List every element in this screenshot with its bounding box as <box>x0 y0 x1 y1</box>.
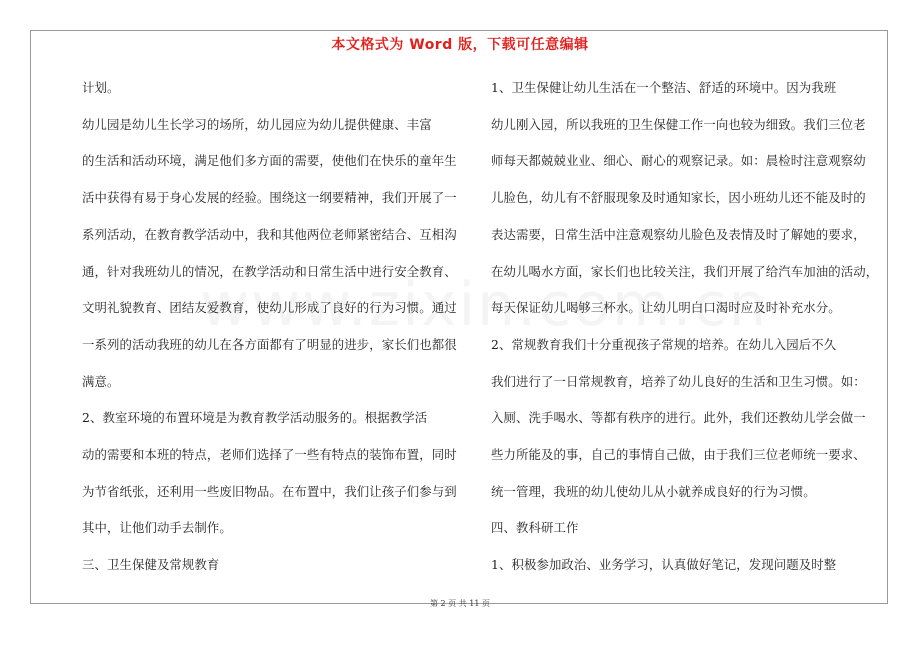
text-line: 些力所能及的事，自己的事情自己做，由于我们三位老师统一要求、 <box>491 447 866 463</box>
text-line: 幼儿园是幼儿生长学习的场所，幼儿园应为幼儿提供健康、丰富 <box>82 116 432 132</box>
text-line: 儿脸色，幼儿有不舒服现象及时通知家长，因小班幼儿还不能及时的 <box>491 190 866 206</box>
text-line: 幼儿刚入园，所以我班的卫生保健工作一向也较为细致。我们三位老 <box>491 116 866 132</box>
format-banner: 本文格式为 Word 版，下载可任意编辑 <box>331 37 589 53</box>
text-line: 其中，让他们动手去制作。 <box>82 520 232 536</box>
section-heading: 三、卫生保健及常规教育 <box>82 557 220 573</box>
section-heading: 四、教科研工作 <box>491 520 579 536</box>
text-line: 2、常规教育我们十分重视孩子常规的培养。在幼儿入园后不久 <box>491 336 837 352</box>
text-line: 动的需要和本班的特点，老师们选择了一些有特点的装饰布置，同时 <box>82 447 457 463</box>
text-line: 通，针对我班幼儿的情况，在教学活动和日常生活中进行安全教育、 <box>82 263 457 279</box>
text-line: 表达需要，日常生活中注意观察幼儿脸色及表情及时了解她的要求， <box>491 226 866 242</box>
page-number: 第 2 页 共 11 页 <box>430 599 490 608</box>
text-line: 1、卫生保健让幼儿生活在一个整洁、舒适的环境中。因为我班 <box>491 80 837 95</box>
text-line: 为节省纸张，还利用一些废旧物品。在布置中，我们让孩子们参与到 <box>82 483 457 499</box>
text-line: 计划。 <box>82 80 120 95</box>
text-line: 在幼儿喝水方面，家长们也比较关注，我们开展了给汽车加油的活动， <box>491 263 879 279</box>
text-line: 的生活和活动环境，满足他们多方面的需要，使他们在快乐的童年生 <box>82 153 457 169</box>
left-column <box>82 70 456 584</box>
text-line: 1、积极参加政治、业务学习，认真做好笔记，发现问题及时整 <box>491 557 837 573</box>
right-column <box>491 70 879 584</box>
text-line: 入厕、洗手喝水、等都有秩序的进行。此外，我们还教幼儿学会做一 <box>491 410 866 426</box>
text-line: 系列活动，在教育教学活动中，我和其他两位老师紧密结合、互相沟 <box>82 226 457 242</box>
text-line: 师每天都兢兢业业、细心、耐心的观察记录。如：晨检时注意观察幼 <box>491 153 866 169</box>
text-line: 统一管理，我班的幼儿使幼儿从小就养成良好的行为习惯。 <box>491 483 816 499</box>
text-line: 我们进行了一日常规教育，培养了幼儿良好的生活和卫生习惯。如： <box>491 373 866 389</box>
text-line: 文明礼貌教育、团结友爱教育，使幼儿形成了良好的行为习惯。通过 <box>82 300 457 316</box>
text-line: 满意。 <box>82 373 120 389</box>
text-line: 2、教室环境的布置环境是为教育教学活动服务的。根据教学活 <box>82 410 428 426</box>
text-line: 每天保证幼儿喝够三杯水。让幼儿明白口渴时应及时补充水分。 <box>491 300 841 316</box>
text-line: 活中获得有易于身心发展的经验。围绕这一纲要精神，我们开展了一 <box>82 190 457 206</box>
text-line: 一系列的活动我班的幼儿在各方面都有了明显的进步，家长们也都很 <box>82 336 457 352</box>
